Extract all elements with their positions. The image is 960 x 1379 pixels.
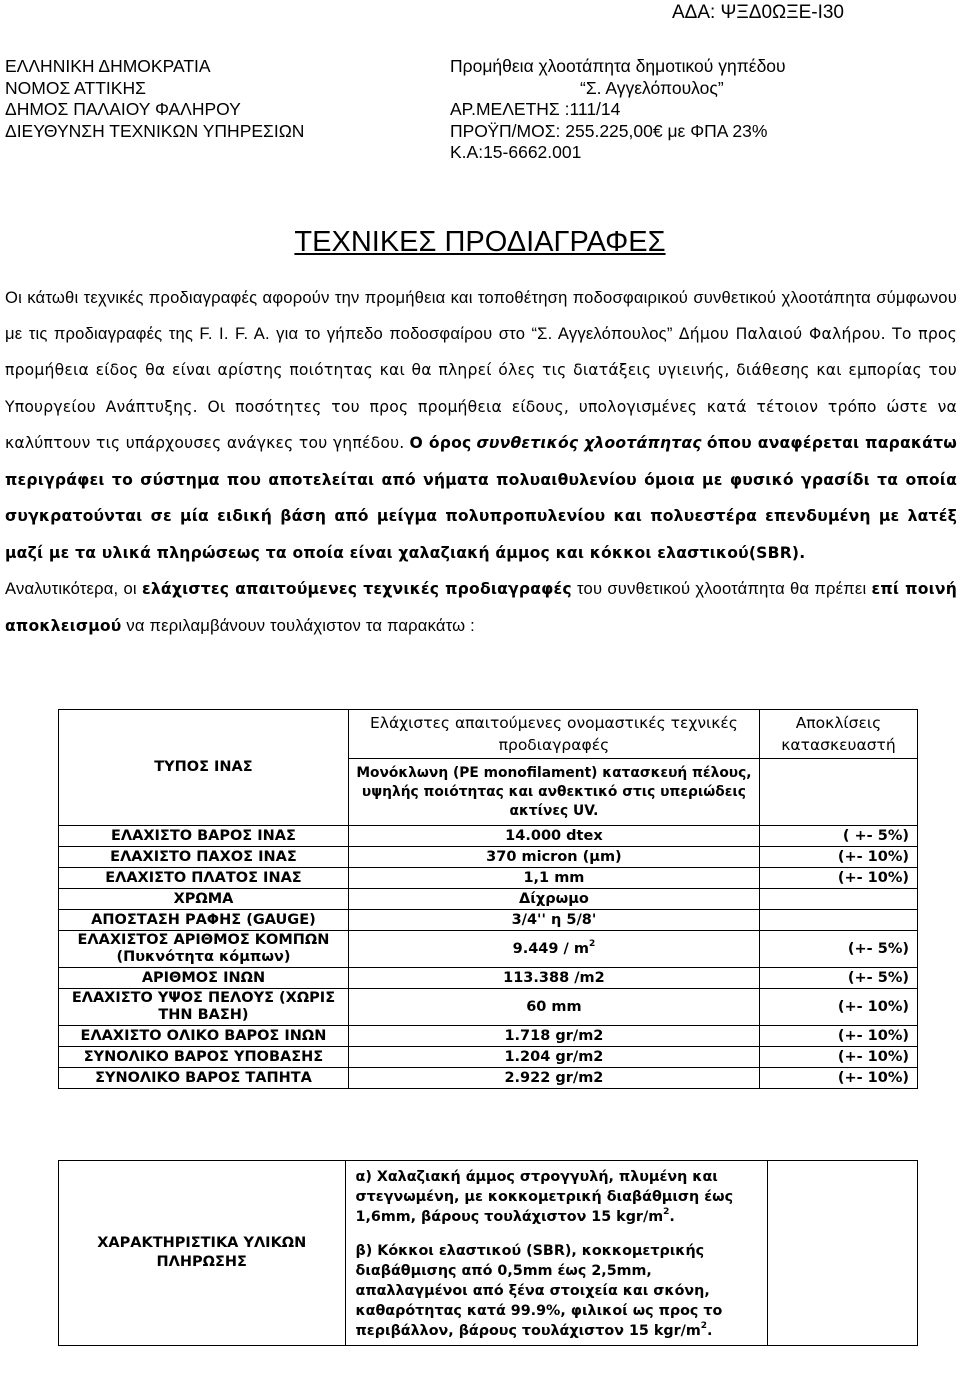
fill-item-sand (356, 1167, 761, 1227)
ada-code: ΑΔΑ: ΨΞΔ0ΩΞΕ-Ι30 (671, 2, 844, 23)
budget-code: Κ.Α:15-6662.001 (450, 142, 582, 162)
table-row (59, 1047, 918, 1068)
spec-deviation: (+- 10%) (759, 989, 917, 1026)
table-row (59, 889, 918, 910)
fiber-type-desc: Μονόκλωνη (PE monofilament) κατασκευή πέλους, υψηλής ποιότητας και ανθεκτικό στις υπεριώδεις ακτίνες UV. (348, 759, 759, 826)
deviation-header: Αποκλίσεις κατασκευαστή (759, 710, 917, 759)
fiber-type-dev (759, 759, 917, 826)
superscript: 2 (663, 1207, 670, 1217)
spec-deviation: (+- 10%) (759, 847, 917, 868)
spec-deviation: (+- 10%) (759, 1068, 917, 1089)
spec-value: 1.718 gr/m2 (348, 1026, 759, 1047)
spec-deviation (759, 889, 917, 910)
spec-value-text: 9.449 / m (512, 940, 589, 957)
spec-name: ΑΡΙΘΜΟΣ ΙΝΩΝ (59, 968, 349, 989)
term-synthetic-turf: συνθετικός χλοοτάπητας (476, 434, 702, 452)
spec-name: ΕΛΑΧΙΣΤΟ ΠΑΧΟΣ ΙΝΑΣ (59, 847, 349, 868)
intro-text: Οι κάτωθι τεχνικές προδιαγραφές αφορούν την προμήθεια και τοποθέτηση ποδοσφαιρικού συνθετικού χλοοτάπητα σύμφωνου με τις προδιαγραφές της F. I. F. A. για το γήπεδο ποδοσφαίρου στο “Σ. Αγγελόπουλος” (5, 288, 957, 343)
table-row (59, 989, 918, 1026)
req-text-a: Αναλυτικότερα, οι (5, 579, 137, 598)
spec-name: ΑΠΟΣΤΑΣΗ ΡΑΦΗΣ (GAUGE) (59, 910, 349, 931)
table-row (59, 868, 918, 889)
table-row (59, 910, 918, 931)
spec-deviation: (+- 5%) (759, 931, 917, 968)
spec-value: 14.000 dtex (348, 826, 759, 847)
spec-value: 2.922 gr/m2 (348, 1068, 759, 1089)
spec-name: ΕΛΑΧΙΣΤΟ ΥΨΟΣ ΠΕΛΟΥΣ (ΧΩΡΙΣ ΤΗΝ ΒΑΣΗ) (59, 989, 349, 1026)
spec-table (58, 709, 918, 1089)
spec-deviation: (+- 5%) (759, 968, 917, 989)
fill-rubber-text: β) Κόκκοι ελαστικού (SBR), κοκκομετρικής διαβάθμισης από 0,5mm έως 2,5mm, απαλλαγμένοι από ξένα στοιχεία και σκόνη, καθαρότητας κατά 99.9%, φιλικοί ως προς το περιβάλλον, βάρους τουλάχιστον 15 kgr/m (355, 1243, 723, 1339)
spec-deviation: (+- 10%) (759, 1026, 917, 1047)
term-definition: όπου αναφέρεται παρακάτω περιγράφει το σύστημα που αποτελείται από νήματα πολυαιθυλενίου όμοια με φυσικό γρασίδι τα οποία συγκρατούνται σε μία ειδική βάση από μείγμα πολυπροπυλενίου και πολυεστέρα επενδυμένη με λατέξ μαζί με τα υλικά πληρώσεως τα οποία είναι χαλαζιακή άμμος και κόκκοι ελαστικού(SBR). (5, 434, 957, 562)
fill-sand-text: α) Χαλαζιακή άμμος στρογγυλή, πλυμένη και στεγνωμένη, με κοκκομετρική διαβάθμιση έως 1,6mm, βάρους τουλάχιστον 15 kgr/m (355, 1169, 734, 1225)
table-row (59, 826, 918, 847)
fill-materials-table (58, 1160, 918, 1346)
fill-content (345, 1161, 767, 1346)
spec-header-row (59, 710, 918, 759)
min-specs-header: Ελάχιστες απαιτούμενες ονομαστικές τεχνικές προδιαγραφές (348, 710, 759, 759)
spec-value: Δίχρωμο (348, 889, 759, 910)
superscript: 2 (700, 1321, 708, 1331)
project-header (450, 56, 786, 164)
fill-sand-end: . (669, 1209, 675, 1225)
spec-name: ΕΛΑΧΙΣΤΟ ΟΛΙΚΟ ΒΑΡΟΣ ΙΝΩΝ (59, 1026, 349, 1047)
spec-deviation: (+- 10%) (759, 868, 917, 889)
header-line: ΔΗΜΟΣ ΠΑΛΑΙΟΥ ΦΑΛΗΡΟΥ (5, 99, 241, 119)
req-penalty: επί ποινή αποκλεισμού (5, 580, 958, 635)
spec-name: ΕΛΑΧΙΣΤΟΣ ΑΡΙΘΜΟΣ ΚΟΜΠΩΝ (Πυκνότητα κόμπων) (59, 931, 349, 968)
table-row (59, 847, 918, 868)
term-lead: Ο όρος (409, 434, 472, 452)
project-title: Προμήθεια χλοοτάπητα δημοτικού γηπέδου (450, 56, 786, 76)
header-line: ΔΙΕΥΘΥΝΣΗ ΤΕΧΝΙΚΩΝ ΥΠΗΡΕΣΙΩΝ (5, 120, 305, 141)
budget: ΠΡΟΫΠ/ΜΟΣ: 255.225,00€ με ΦΠΑ 23% (450, 120, 768, 141)
req-min-specs: ελάχιστες απαιτούμενες τεχνικές προδιαγραφές (141, 580, 572, 598)
spec-deviation: (+- 10%) (759, 1047, 917, 1068)
requirements-paragraph (5, 571, 957, 644)
fill-empty-cell (767, 1161, 917, 1346)
spec-name: ΣΥΝΟΛΙΚΟ ΒΑΡΟΣ ΥΠΟΒΑΣΗΣ (59, 1047, 349, 1068)
intro-quality: Το προς προμήθεια είδος θα είναι αρίστης ποιότητας και θα πληρεί όλες τις διατάξεις υγιεινής, διάθεσης και εμπορίας του Υπουργείου Ανάπτυξης. Οι ποσότητες του προς προμήθεια είδους, υπολογισμένες κατά τέτοιον τρόπο ώστε να καλύπτουν τις υπάρχουσες ανάγκες του γηπέδου. (5, 324, 958, 452)
project-subtitle: “Σ. Αγγελόπουλος” (580, 77, 724, 98)
spec-value: 370 micron (μm) (348, 847, 759, 868)
spec-name: ΕΛΑΧΙΣΤΟ ΠΛΑΤΟΣ ΙΝΑΣ (59, 868, 349, 889)
superscript: 2 (588, 938, 596, 949)
table-row (59, 1026, 918, 1047)
fill-row (59, 1161, 918, 1346)
study-number: ΑΡ.ΜΕΛΕΤΗΣ :111/14 (450, 99, 621, 119)
header-line: ΕΛΛΗΝΙΚΗ ΔΗΜΟΚΡΑΤΙΑ (5, 56, 211, 76)
body-text (5, 280, 957, 644)
table-row (59, 931, 918, 968)
spec-value: 1,1 mm (348, 868, 759, 889)
fill-item-rubber (356, 1241, 761, 1341)
page-title: ΤΕΧΝΙΚΕΣ ΠΡΟΔΙΑΓΡΑΦΕΣ (294, 226, 666, 258)
fill-label: ΧΑΡΑΚΤΗΡΙΣΤΙΚΑ ΥΛΙΚΩΝ ΠΛΗΡΩΣΗΣ (59, 1161, 346, 1346)
spec-name: ΧΡΩΜΑ (59, 889, 349, 910)
table-row (59, 1068, 918, 1089)
spec-name: ΕΛΑΧΙΣΤΟ ΒΑΡΟΣ ΙΝΑΣ (59, 826, 349, 847)
intro-paragraph (5, 280, 957, 571)
spec-value (348, 931, 759, 968)
req-text-c: του συνθετικού χλοοτάπητα θα πρέπει (577, 579, 867, 598)
spec-value: 113.388 /m2 (348, 968, 759, 989)
spec-deviation (759, 910, 917, 931)
spec-name: ΣΥΝΟΛΙΚΟ ΒΑΡΟΣ ΤΑΠΗΤΑ (59, 1068, 349, 1089)
fill-rubber-end: . (707, 1323, 713, 1339)
authority-header (5, 56, 304, 142)
fiber-type-header: ΤΥΠΟΣ ΙΝΑΣ (59, 710, 349, 826)
spec-deviation: ( +- 5%) (759, 826, 917, 847)
req-text-e: να περιλαμβάνουν τουλάχιστον τα παρακάτω : (126, 615, 475, 635)
spec-value: 60 mm (348, 989, 759, 1026)
spec-value: 3/4'' η 5/8' (348, 910, 759, 931)
header-line: ΝΟΜΟΣ ΑΤΤΙΚΗΣ (5, 77, 146, 98)
spec-value: 1.204 gr/m2 (348, 1047, 759, 1068)
intro-municipality: Δήμου Παλαιού Φαλήρου. (678, 324, 886, 343)
table-row (59, 968, 918, 989)
